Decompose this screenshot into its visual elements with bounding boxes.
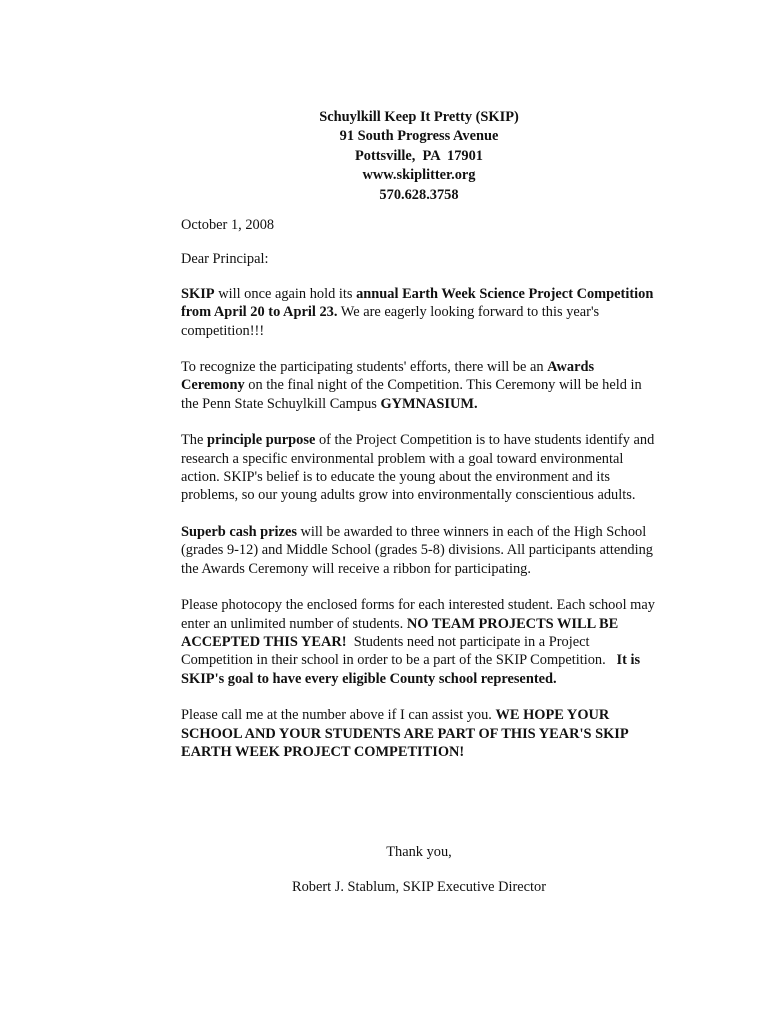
bold-text: NO TEAM PROJECTS WILL BE ACCEPTED THIS YEAR!: [181, 615, 619, 650]
text: To recognize the participating students' efforts, there will be an: [181, 359, 548, 376]
letter-date: October 1, 2008: [181, 217, 275, 233]
text: on the final night of the Competition. This Ceremony will be held in the Penn State Schuylkill Campus: [181, 377, 642, 412]
street-address: 91 South Progress Avenue: [339, 128, 499, 145]
signature-line: Robert J. Stablum, SKIP Executive Director: [291, 879, 547, 895]
text: of the Project Competition is to have students identify and research a specific environmental problem with a goal toward environmental action. SKIP's belief is to educate the young about the environment and its problems, so our young adults grow into environmentally conscientious adults.: [181, 432, 655, 504]
paragraph-competition-announcement: [181, 285, 661, 340]
text: Please photocopy the enclosed forms for each interested student. Each school may enter an unlimited number of students.: [181, 597, 655, 632]
salutation: Dear Principal:: [181, 251, 269, 268]
bold-text: annual Earth Week Science Project Competition from April 20 to April 23.: [181, 285, 654, 321]
paragraph-awards-ceremony: [181, 358, 661, 413]
text: Please call me at the number above if I can assist you.: [181, 707, 496, 724]
phone-number: 570.628.3758: [379, 186, 459, 203]
paragraph-prizes: [181, 523, 661, 578]
text: The: [181, 432, 207, 449]
paragraph-purpose: [181, 431, 661, 505]
bold-text: principle purpose: [206, 432, 316, 449]
text: will once again hold its: [214, 285, 357, 302]
bold-text: WE HOPE YOUR SCHOOL AND YOUR STUDENTS ARE PART OF THIS YEAR'S SKIP EARTH WEEK PROJECT COMPETITION!: [181, 707, 628, 760]
text: Students need not participate in a Project Competition in their school in order to be a part of the SKIP Competition.: [181, 633, 617, 669]
bold-text: SKIP: [181, 285, 215, 302]
bold-text: Awards Ceremony: [181, 359, 595, 394]
letter-body: [181, 216, 661, 779]
bold-text: GYMNASIUM.: [380, 395, 478, 412]
paragraph-entry-rules: [181, 596, 661, 688]
organization-name: Schuylkill Keep It Pretty (SKIP): [319, 109, 519, 125]
text: We are eagerly looking forward to this year's competition!!!: [181, 304, 600, 339]
bold-text: It is SKIP's goal to have every eligible County school represented.: [181, 652, 641, 687]
letterhead: [180, 108, 658, 205]
text: will be awarded to three winners in each of the High School (grades 9-12) and Middle School (grades 5-8) divisions. All participants attending the Awards Ceremony will receive a ribbon for participating.: [181, 523, 653, 577]
closing: Thank you,: [386, 844, 452, 860]
city-state-zip: Pottsville, PA 17901: [354, 147, 484, 164]
website: www.skiplitter.org: [362, 167, 476, 184]
paragraph-contact: [181, 706, 661, 761]
bold-text: Superb cash prizes: [181, 523, 297, 540]
